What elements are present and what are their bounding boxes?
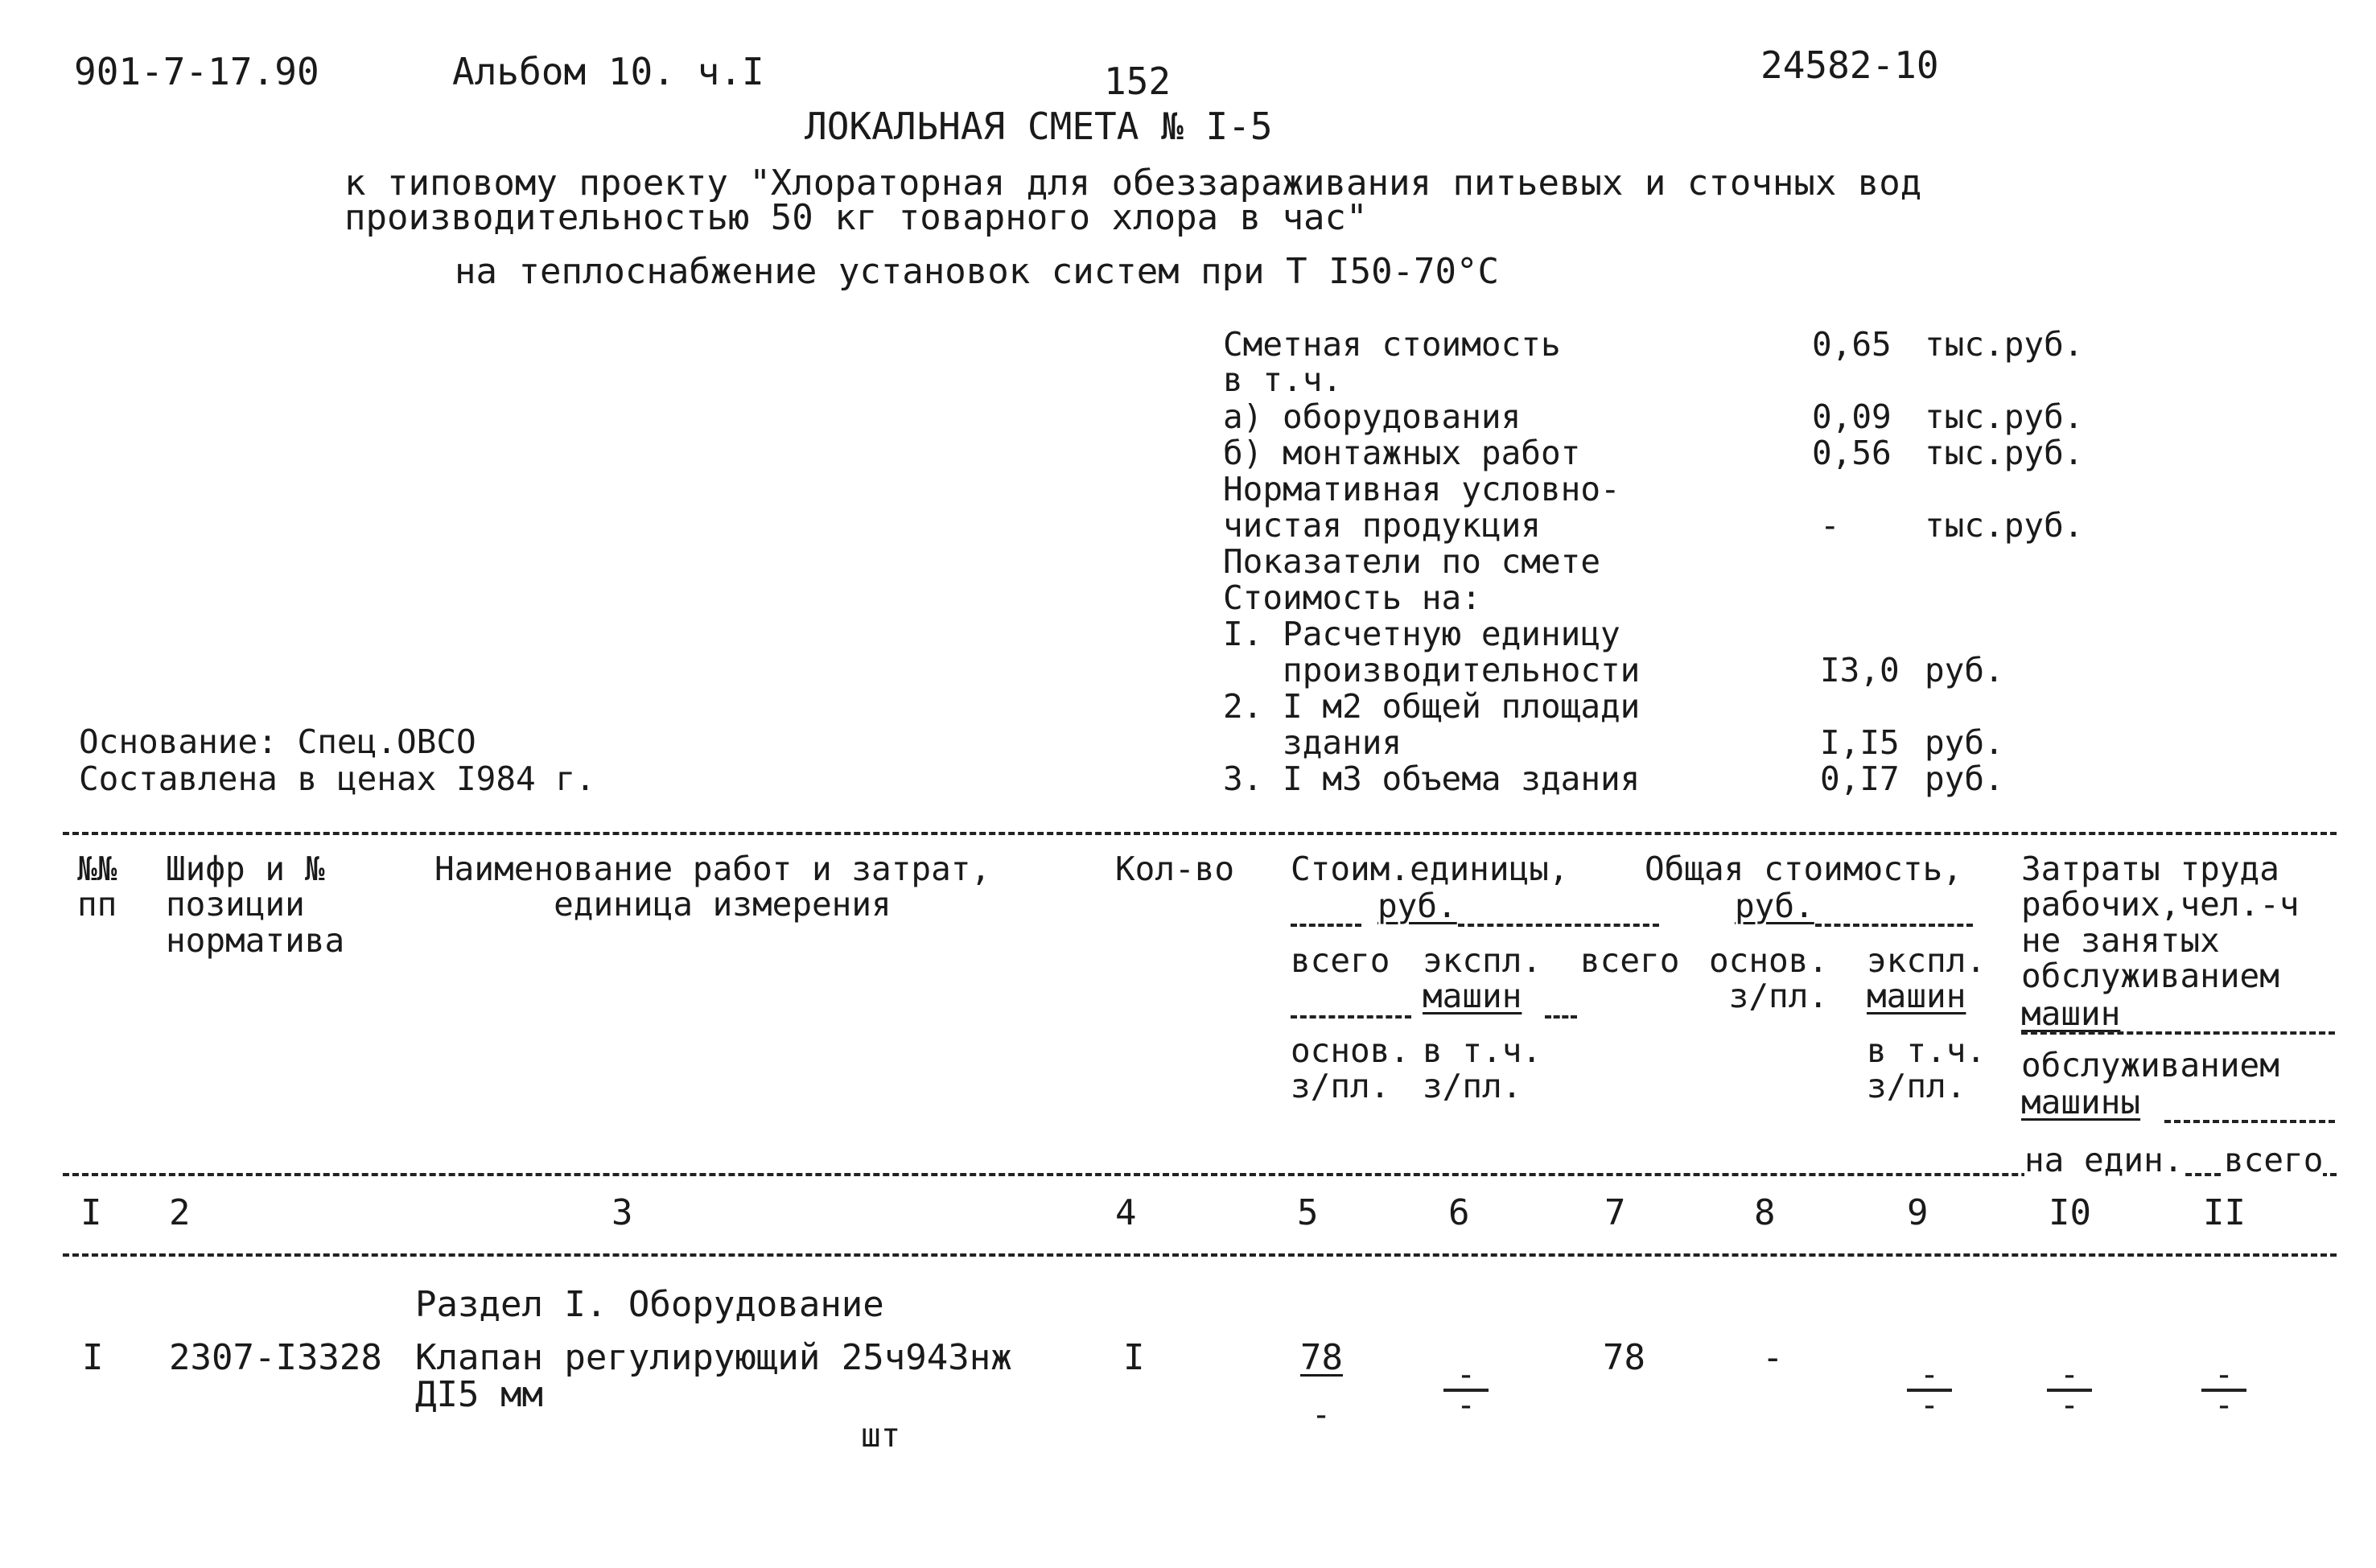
- summary-label: Показатели по смете: [1223, 542, 1600, 581]
- row-col-5: 78: [1300, 1337, 1343, 1378]
- empty-value-mark: - -: [2201, 1366, 2246, 1414]
- header-rule: [1458, 924, 1659, 927]
- project-code: 901-7-17.90: [74, 50, 319, 93]
- header-col-4: Кол-во: [1115, 850, 1235, 888]
- row-unit: шт: [861, 1416, 901, 1455]
- summary-value: 0,I7: [1820, 759, 1900, 798]
- header-col-6-wage: в т.ч. з/пл.: [1423, 1031, 1542, 1106]
- summary-label: чистая продукция: [1223, 506, 1541, 545]
- title-line-3: на теплоснабжение установок систем при Т I50-70°С: [455, 251, 1500, 292]
- estimate-title: ЛОКАЛЬНАЯ СМЕТА № I-5: [805, 105, 1273, 148]
- header-col-5-wage: основ. з/пл.: [1291, 1031, 1410, 1106]
- header-rule: [2164, 1120, 2335, 1123]
- header-unit-cost: Стоим.единицы,: [1291, 850, 1569, 888]
- header-col-9-machines: машин: [1867, 977, 1966, 1015]
- table-top-rule: [63, 832, 2337, 835]
- basis-line-2: Составлена в ценах I984 г.: [79, 759, 595, 798]
- title-line-2: производительностью 50 кг товарного хлора в час": [344, 197, 1368, 238]
- header-total-cost: Общая стоимость,: [1645, 850, 1962, 888]
- header-labor-machines: машин: [2021, 994, 2121, 1033]
- row-name-2: ДI5 мм: [415, 1374, 543, 1415]
- row-quantity: I: [1123, 1337, 1145, 1378]
- row-number: I: [82, 1337, 104, 1378]
- header-col-11: всего: [2224, 1141, 2324, 1179]
- column-number: 5: [1297, 1192, 1319, 1233]
- header-col-7: всего: [1580, 941, 1680, 980]
- header-bottom-rule: [63, 1173, 2337, 1176]
- summary-value: 0,09: [1812, 397, 1892, 436]
- header-col-2: Шифр и № позиции норматива: [166, 850, 345, 960]
- row-code: 2307-I3328: [169, 1337, 382, 1378]
- header-col-6-machines: машин: [1423, 977, 1522, 1015]
- header-rule: [1815, 924, 1973, 927]
- header-col-8: основ. з/пл.: [1709, 941, 1829, 1016]
- title-line-1: к типовому проекту "Хлораторная для обеззараживания питьевых и сточных вод: [344, 163, 1922, 204]
- row-col-8: -: [1762, 1337, 1784, 1378]
- summary-label: а) оборудования: [1223, 397, 1522, 436]
- header-rule: [2021, 1031, 2335, 1035]
- empty-value-mark: -: [1311, 1397, 1332, 1434]
- summary-value: 0,65: [1812, 325, 1892, 364]
- column-number: 6: [1448, 1192, 1470, 1233]
- summary-value: I,I5: [1820, 723, 1900, 762]
- row-col-7: 78: [1603, 1337, 1645, 1378]
- summary-unit: руб.: [1925, 759, 2004, 798]
- summary-label: Нормативная условно-: [1223, 470, 1620, 508]
- header-col-9: экспл.: [1867, 941, 1987, 980]
- header-rule: [1545, 1015, 1577, 1019]
- summary-label: здания: [1223, 723, 1402, 762]
- header-rule: [1291, 1015, 1411, 1019]
- album-label: Альбом 10. ч.I: [452, 50, 764, 93]
- header-col-5: всего: [1291, 941, 1390, 980]
- summary-unit: тыс.руб.: [1925, 325, 2084, 364]
- basis-line-1: Основание: Спец.ОВСО: [79, 722, 476, 761]
- summary-value: 0,56: [1812, 434, 1892, 472]
- header-rule: [1291, 924, 1361, 927]
- header-unit-cost-rub: руб.: [1377, 887, 1457, 925]
- summary-unit: руб.: [1925, 723, 2004, 762]
- column-number: 4: [1115, 1192, 1137, 1233]
- header-col-1: №№ пп: [77, 850, 117, 924]
- summary-label: 2. I м2 общей площади: [1223, 687, 1641, 726]
- summary-unit: тыс.руб.: [1925, 397, 2084, 436]
- empty-value-mark: - -: [1443, 1366, 1489, 1414]
- empty-value-mark: - -: [2047, 1366, 2092, 1414]
- summary-label: 3. I м3 объема здания: [1223, 759, 1641, 798]
- summary-label: в т.ч.: [1223, 360, 1343, 399]
- header-col-10: обслуживанием: [2021, 1046, 2279, 1084]
- summary-value: I3,0: [1820, 651, 1900, 689]
- header-col-10-machine: машины: [2021, 1083, 2141, 1121]
- summary-unit: руб.: [1925, 651, 2004, 689]
- header-col-9-wage: в т.ч. з/пл.: [1867, 1031, 1987, 1106]
- doc-number: 24582-10: [1760, 43, 1939, 87]
- page-number: 152: [1104, 60, 1172, 103]
- row-name: Клапан регулирующий 25ч943нж: [415, 1337, 1012, 1378]
- summary-label: производительности: [1223, 651, 1641, 689]
- header-labor: Затраты труда рабочих,чел.-ч не занятых обслуживанием: [2021, 850, 2300, 995]
- empty-value-mark: - -: [1907, 1366, 1952, 1414]
- column-numbers-rule: [63, 1253, 2337, 1257]
- summary-unit: тыс.руб.: [1925, 506, 2084, 545]
- column-number: 3: [612, 1192, 633, 1233]
- section-title: Раздел I. Оборудование: [415, 1284, 884, 1325]
- summary-value: -: [1820, 506, 1840, 545]
- column-number: 8: [1754, 1192, 1776, 1233]
- header-per-unit: на един.: [2024, 1141, 2184, 1179]
- column-number: 7: [1604, 1192, 1626, 1233]
- header-col-6: экспл.: [1423, 941, 1542, 980]
- column-number: 9: [1907, 1192, 1929, 1233]
- column-number: 2: [169, 1192, 191, 1233]
- summary-label: б) монтажных работ: [1223, 434, 1581, 472]
- header-total-cost-rub: руб.: [1735, 887, 1814, 925]
- column-number: II: [2203, 1192, 2246, 1233]
- summary-label: I. Расчетную единицу: [1223, 615, 1620, 653]
- summary-unit: тыс.руб.: [1925, 434, 2084, 472]
- column-number: I: [80, 1192, 102, 1233]
- column-number: I0: [2049, 1192, 2091, 1233]
- summary-label: Стоимость на:: [1223, 578, 1481, 617]
- summary-label: Сметная стоимость: [1223, 325, 1561, 364]
- header-col-3: Наименование работ и затрат, единица измерения: [434, 850, 991, 924]
